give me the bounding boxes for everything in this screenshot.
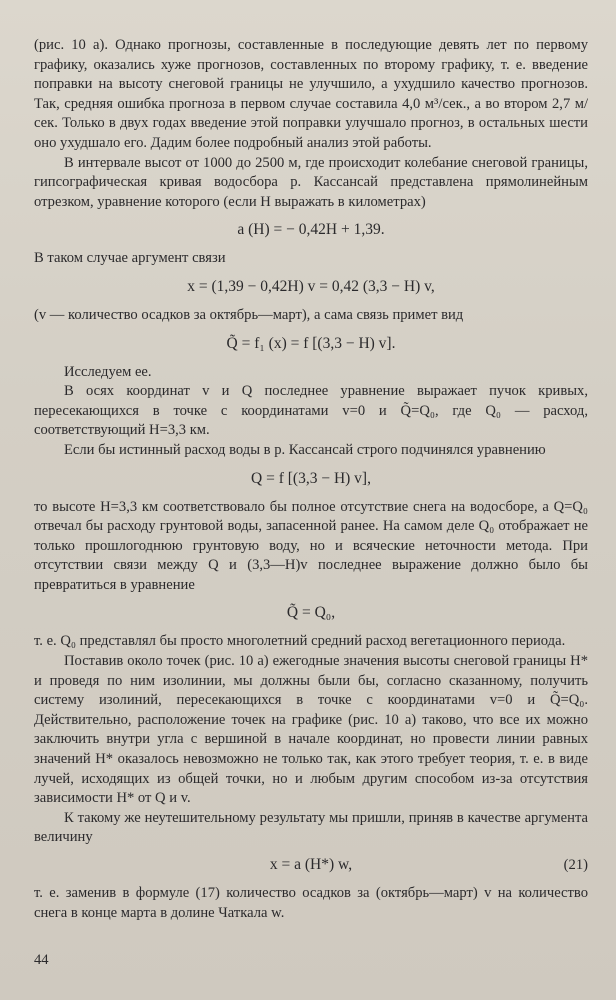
paragraph-text: (v — количество осадков за октябрь—март), а сама связь примет вид [34, 306, 464, 323]
formula-a-of-h: a (H) = − 0,42H + 1,39. [237, 221, 385, 239]
formula-q-tilde: Q̃ = f₁ (x) = f [(3,3 − H) v]. [226, 334, 396, 352]
paragraph-text: В интервале высот от 1000 до 2500 м, где происходит колебание снеговой границы, гипсографическая кривая водосбора р. Кассансай представлена прямолинейным отрезком, уравнение которого (если H выражать в километрах) [34, 154, 588, 210]
paragraph-text: В таком случае аргумент связи [34, 250, 226, 267]
paragraph-text: (рис. 10 а). Однако прогнозы, составленные в последующие девять лет по первому графику, оказались хуже прогнозов, составленных по второму графику, т. е. введение поправки на высоту снеговой границы не улучшило, а ухудшило качество прогнозов. Так, средняя ошибка прогноза в первом случае составила 4,0 м³/сек., а во втором 2,7 м/сек. Только в двух годах введение этой поправки улучшало прогноз, в остальных шести оно ухудшало его. Дадим более подробный анализ этой работы. [34, 37, 588, 151]
formula-argument-x: x = (1,39 − 0,42H) v = 0,42 (3,3 − H) v, [187, 277, 435, 295]
paragraph-text: Если бы истинный расход воды в р. Кассансай строго подчинялся уравнению [64, 441, 546, 458]
paragraph-text: т. е. заменив в формуле (17) количество осадков за (октябрь—март) v на количество снега в конце марта в долине Чаткала w. [34, 885, 588, 921]
formula-q: Q = f [(3,3 − H) v], [251, 469, 371, 487]
formula-text: x = a (H*) w, [269, 856, 353, 873]
formula-x-a-h-w [34, 854, 588, 876]
paragraph-text: К такому же неутешительному результату мы пришли, приняв в качестве аргумента величину [34, 809, 588, 846]
paragraph-text: Поставив около точек (рис. 10 а) ежегодные значения высоты снеговой границы H* и проведя по ним изолинии, мы должны были бы, согласно сказанному, получить систему изолиний, пересекающихся в точке с координатами v=0 и Q̃=Q₀. Действительно, расположение точек на графике (рис. 10 а) таково, что все их можно заключить внутри угла с вершиной в начале координат, но провести линии равных значений H* оказалось невозможно не только так, как этого требует теория, т. е. в виде лучей, исходящих из общей точки, но и любым другим способом из-за отсутствия зависимости H* от Q и v. [34, 653, 588, 807]
paragraph-text: Исследуем ее. [64, 363, 152, 380]
equation-number: (21) [563, 857, 588, 873]
formula-q-tilde-q0: Q̃ = Q₀, [286, 604, 336, 622]
paragraph-text: т. е. Q₀ представлял бы просто многолетний средний расход вегетационного периода. [34, 633, 566, 650]
paragraph-text: то высоте H=3,3 км соответствовало бы полное отсутствие снега на водосборе, а Q=Q₀ отвечал бы расходу грунтовой воды, запасенной ранее. На самом деле Q₀ отображает не только прошлогоднюю грунтовую воду, но и всяческие неточности метода. При отсутствии связи между Q и (3,3—H)v последнее выражение должно было бы превратиться в уравнение [34, 498, 588, 593]
page-number: 44 [34, 952, 49, 968]
paragraph-text: В осях координат v и Q последнее уравнение выражает пучок кривых, пересекающихся в точке с координатами v=0 и Q̃=Q₀, где Q₀ — расход, соответствующий H=3,3 км. [34, 383, 588, 439]
